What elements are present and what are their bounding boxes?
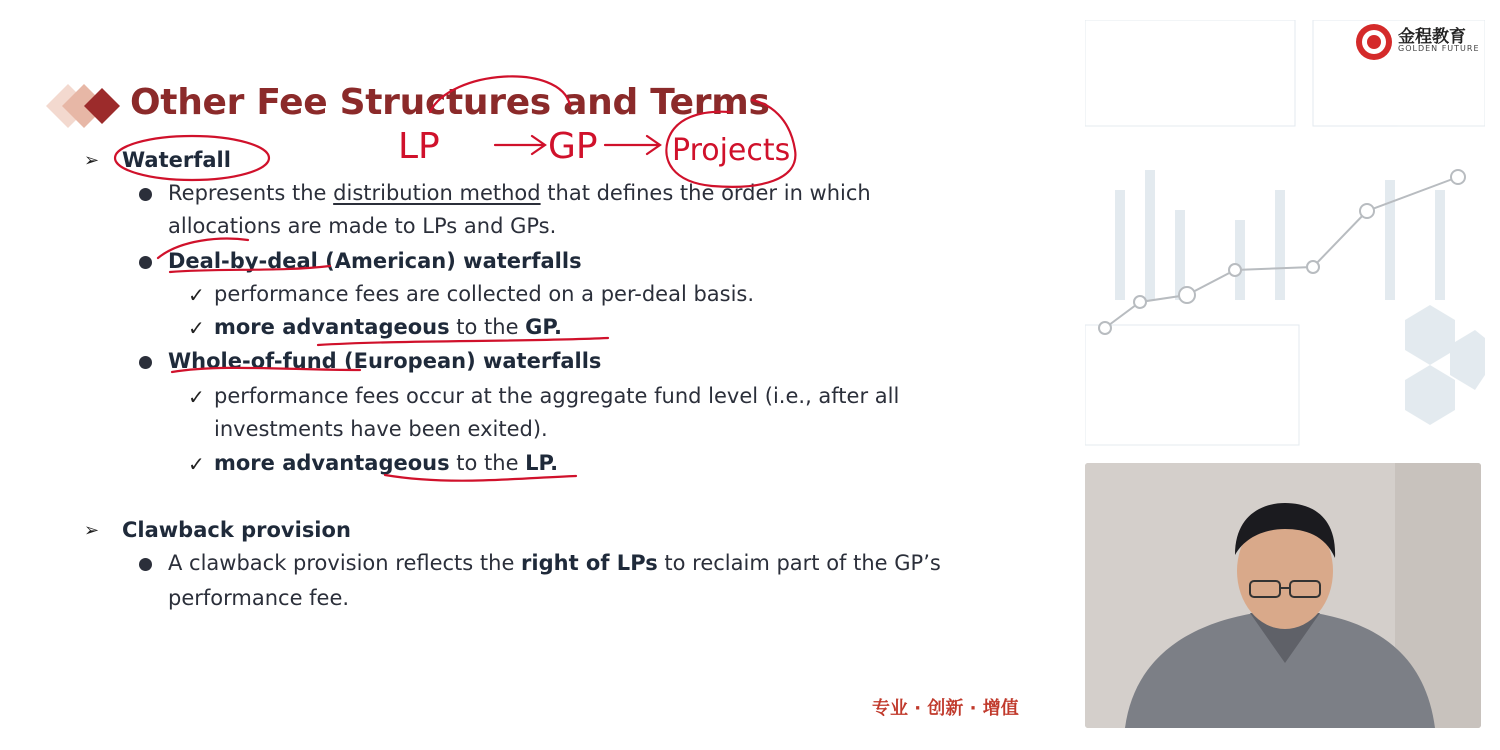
text-run: that defines the order in which xyxy=(540,181,871,205)
bold-term: more advantageous xyxy=(214,451,450,475)
checkmark-icon: ✓ xyxy=(188,283,205,307)
bold-term: Whole-of-fund xyxy=(168,349,337,373)
section-arrow-icon: ➢ xyxy=(84,520,100,541)
text-run: to reclaim part of the GP’s xyxy=(657,551,941,575)
logo-text-cn: 金程教育 xyxy=(1398,27,1466,47)
bullet-text-line xyxy=(168,181,871,205)
bullet-dot-icon xyxy=(139,356,152,369)
bullet-text-line xyxy=(168,249,582,273)
checkmark-icon: ✓ xyxy=(188,452,205,476)
golden-future-logo-icon xyxy=(1354,22,1394,62)
section-heading-waterfall: Waterfall xyxy=(122,148,231,172)
logo-text-en: GOLDEN FUTURE xyxy=(1398,44,1480,53)
handwritten-gp: GP xyxy=(548,126,598,167)
bullet-text-line xyxy=(168,349,601,373)
page-title: Other Fee Structures and Terms xyxy=(130,82,770,123)
arrow-annotation xyxy=(495,136,545,154)
handwritten-lp: LP xyxy=(398,126,440,167)
decorative-chart-background xyxy=(1085,20,1485,450)
check-text-line: performance fees occur at the aggregate fund level (i.e., after all xyxy=(214,384,900,408)
text-run: (American) waterfalls xyxy=(317,249,582,273)
underline-annotation xyxy=(318,338,608,345)
bold-term: LP. xyxy=(525,451,559,475)
arrow-annotation xyxy=(605,136,660,154)
text-run: Represents the xyxy=(168,181,334,205)
underlined-term: distribution method xyxy=(333,181,541,205)
check-text-line xyxy=(214,315,562,339)
bullet-dot-icon xyxy=(139,558,152,571)
bullet-text-line xyxy=(168,551,941,575)
bold-term: GP. xyxy=(525,315,562,339)
bullet-dot-icon xyxy=(139,188,152,201)
bold-term: Deal-by-deal xyxy=(168,249,318,273)
check-text-line xyxy=(214,451,558,475)
checkmark-icon: ✓ xyxy=(188,316,205,340)
bold-term: more advantageous xyxy=(214,315,450,339)
presenter-figure xyxy=(1085,463,1481,728)
text-run: (European) waterfalls xyxy=(336,349,602,373)
bold-term: right of LPs xyxy=(521,551,658,575)
presenter-webcam-video xyxy=(1085,463,1481,728)
check-text-line: investments have been exited). xyxy=(214,417,548,441)
text-run: to the xyxy=(449,451,526,475)
section-heading-clawback: Clawback provision xyxy=(122,518,351,542)
bullet-text-line: allocations are made to LPs and GPs. xyxy=(168,214,557,238)
check-text-line: performance fees are collected on a per-deal basis. xyxy=(214,282,755,306)
text-run: A clawback provision reflects the xyxy=(168,551,522,575)
bullet-text-line: performance fee. xyxy=(168,586,350,610)
footer-slogan: 专业 · 创新 · 增值 xyxy=(872,698,1019,719)
underline-annotation xyxy=(385,475,576,481)
checkmark-icon: ✓ xyxy=(188,385,205,409)
handwritten-projects: Projects xyxy=(672,133,791,168)
section-arrow-icon: ➢ xyxy=(84,150,100,171)
bullet-dot-icon xyxy=(139,256,152,269)
title-diamond-icon xyxy=(46,84,126,128)
text-run: to the xyxy=(449,315,526,339)
